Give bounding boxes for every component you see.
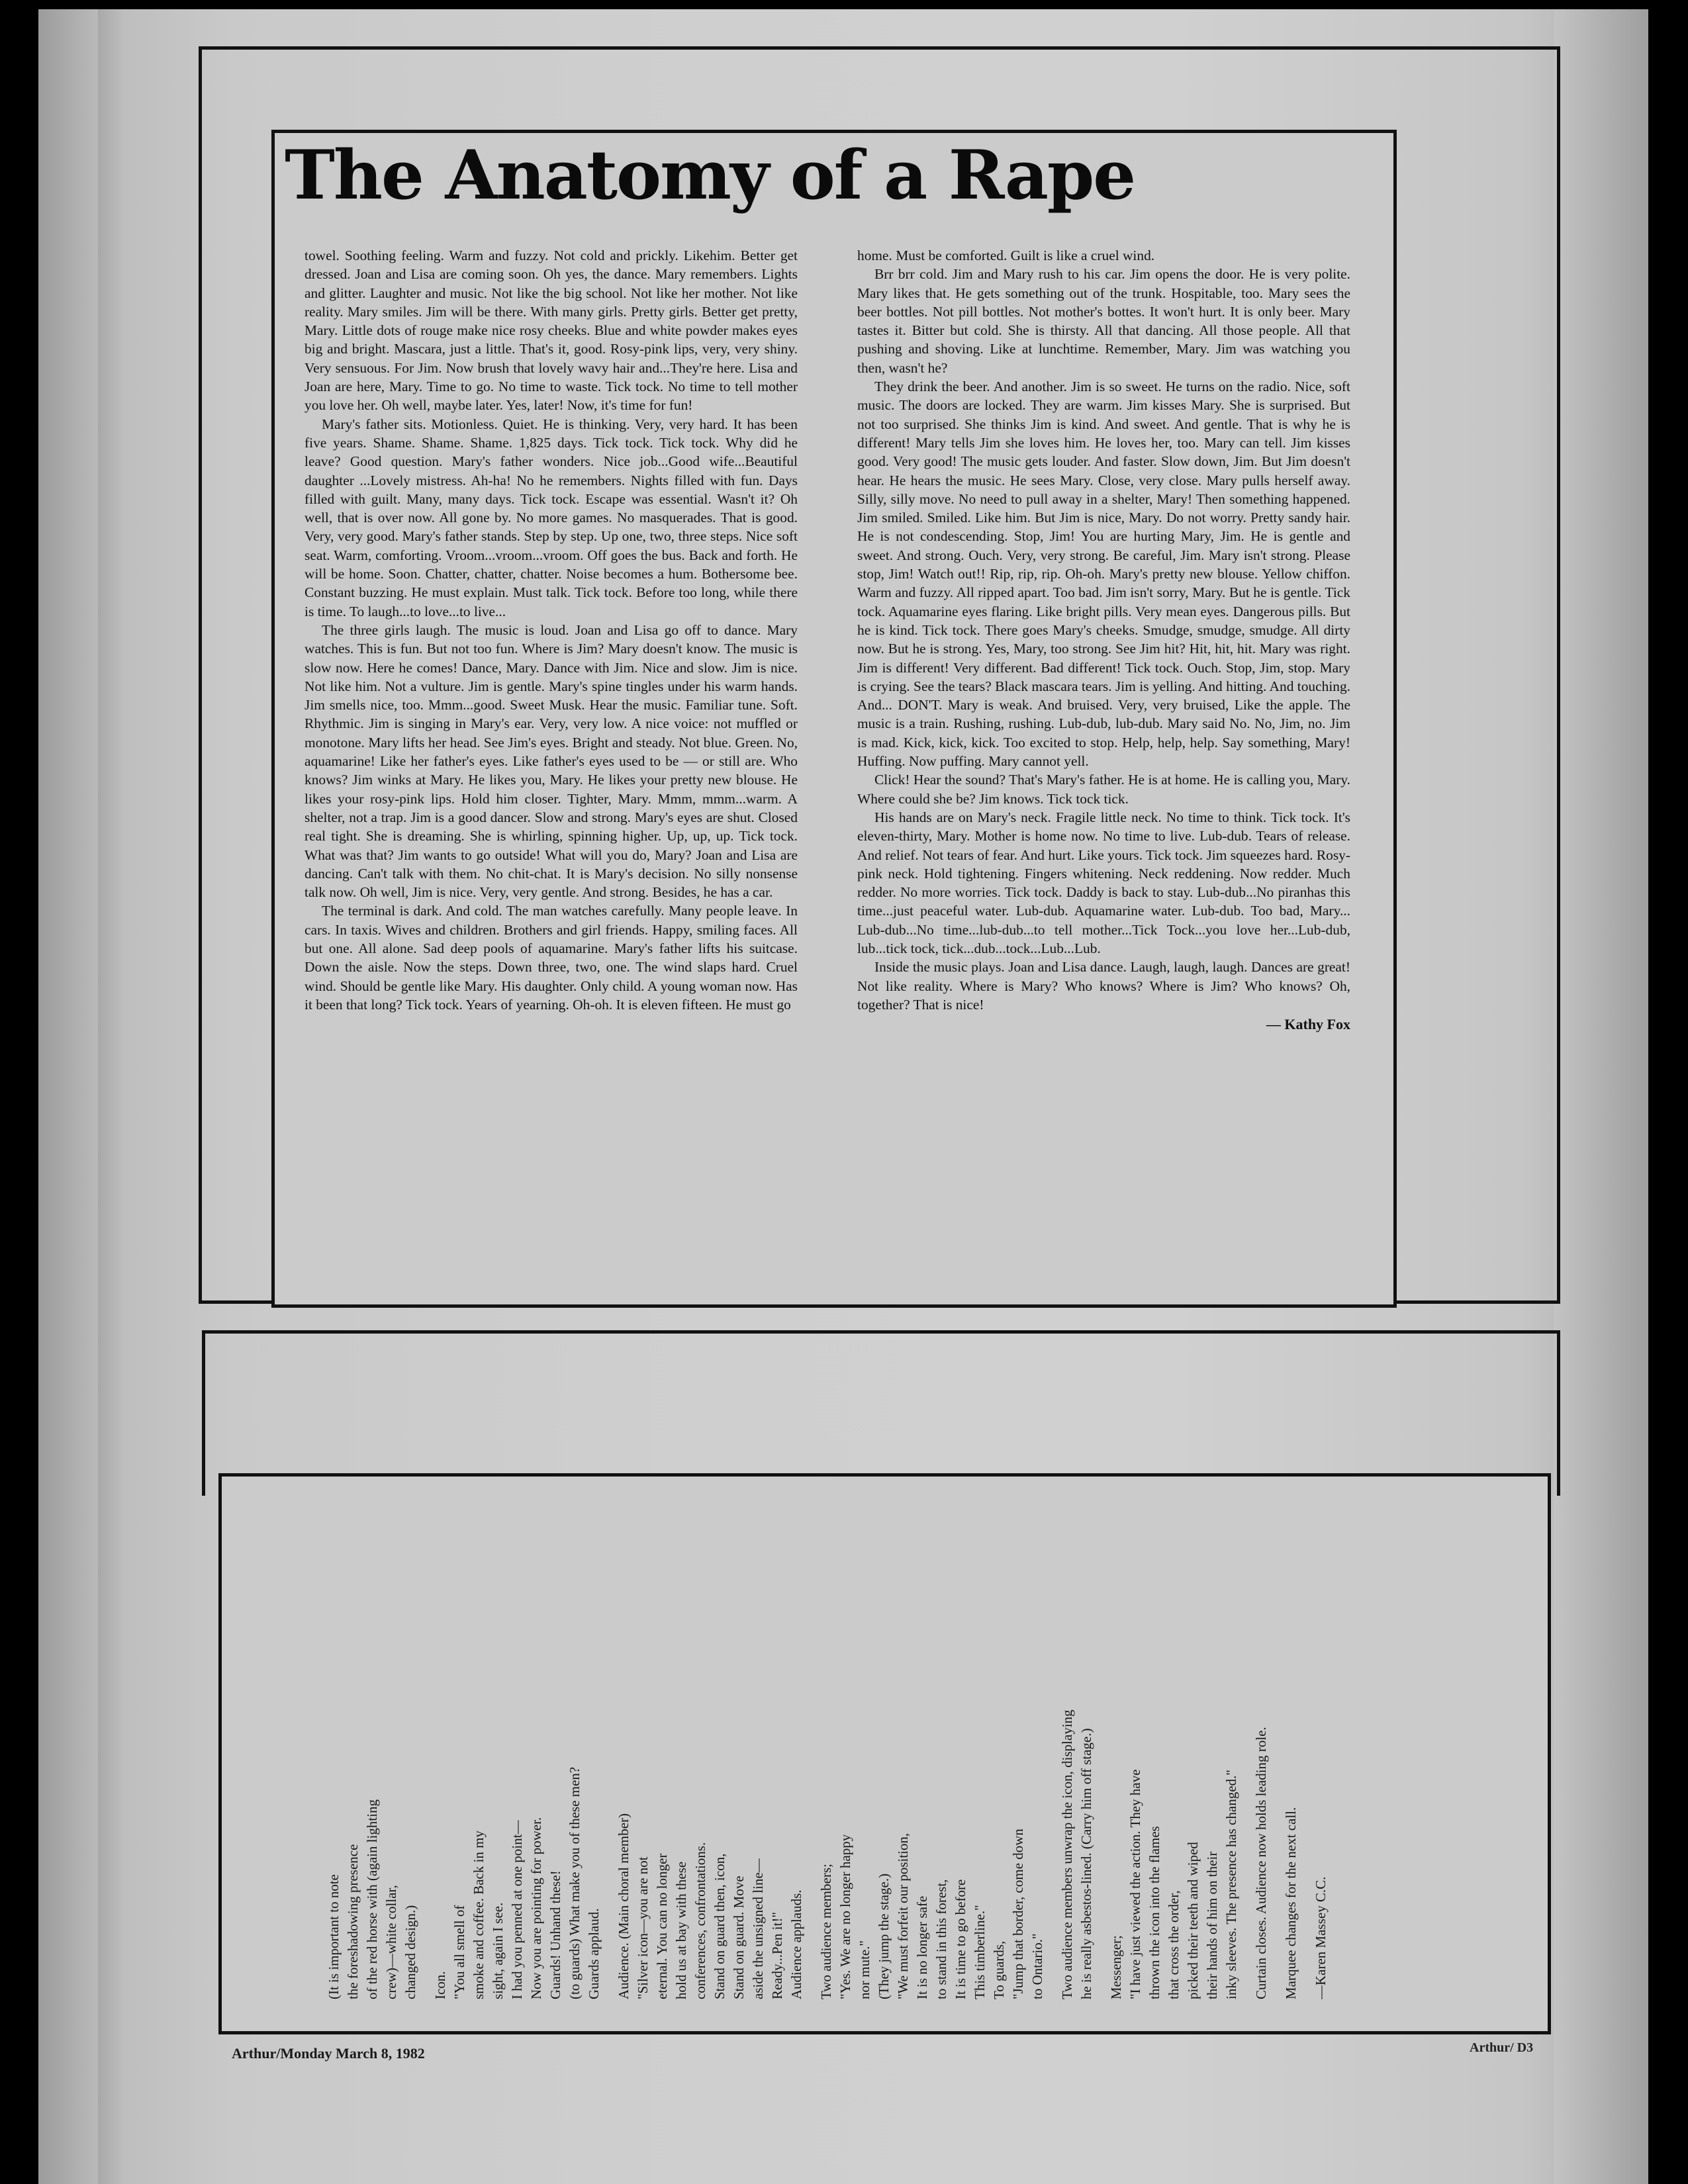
play-line: crew)—white collar, xyxy=(383,1885,399,1999)
play-stanza xyxy=(324,1496,420,1999)
play-line: to Ontario." xyxy=(1029,1933,1045,1999)
play-line: Curtain closes. Audience now holds leading role. xyxy=(1253,1727,1269,1999)
story-column-left xyxy=(305,246,798,1302)
play-line: "Yes. We are no longer happy xyxy=(837,1834,853,1999)
play-line: Messenger; xyxy=(1108,1935,1124,1999)
play-line: he is really asbestos-lined. (Carry him off stage.) xyxy=(1078,1728,1094,1999)
play-line: (They jump the stage.) xyxy=(876,1873,892,1999)
play-line: Stand on guard. Move xyxy=(731,1876,747,1999)
play-line: picked their teeth and wiped xyxy=(1185,1842,1201,1999)
play-line: Marquee changes for the next call. xyxy=(1283,1807,1299,1999)
play-stanza xyxy=(431,1496,604,1999)
play-line: Icon. xyxy=(432,1971,448,1999)
play-line: I had you penned at one point— xyxy=(509,1820,525,1999)
play-line: (to guards) What make you of these men? xyxy=(567,1766,583,1999)
play-stanza xyxy=(1107,1496,1241,1999)
play-stanza xyxy=(817,1496,1047,1999)
play-line: smoke and coffee. Back in my xyxy=(471,1830,487,1999)
play-line: aside the unsigned line— xyxy=(750,1858,766,1999)
play-line: that cross the order, xyxy=(1166,1890,1182,1999)
play-line: "You all smell of xyxy=(451,1905,467,1999)
play-line: the foreshadowing presence xyxy=(345,1844,361,1999)
play-line: inky sleeves. The presence has changed." xyxy=(1223,1770,1239,1999)
story-paragraph: The terminal is dark. And cold. The man watches carefully. Many people leave. In cars. In taxis. Wives and children. Brothers and girl friends. Happy, smiling faces. All but one. All alone. Sad deep pools of aquamarine. Mary's father lifts his suitcase. Down the aisle. Now the steps. Down three, two, one. The wind slaps hard. Cruel wind. Should be gentle like Mary. His daughter. Only child. A young woman now. Has it been that long? Tick tock. Years of yearning. Oh-oh. It is eleven fifteen. He must go xyxy=(305,903,798,1013)
play-stanza xyxy=(1311,1496,1331,1999)
story-paragraph: home. Must be comforted. Guilt is like a cruel wind. xyxy=(857,248,1155,263)
play-line: "We must forfeit our position, xyxy=(895,1833,911,1999)
play-line: Audience. (Main choral member) xyxy=(616,1813,632,1999)
story-paragraph: They drink the beer. And another. Jim is so sweet. He turns on the radio. Nice, soft music. The doors are locked. They are warm. Jim kisses Mary. She is surprised. But not too surprised. She thinks Jim is kind. And sweet. And gentle. That is why he is different! Mary tells Jim she loves him. He loves her, too. Mary can tell. Jim kisses good. Very good! The music gets louder. And faster. Slow down, Jim. But Jim doesn't hear. He hears the music. He sees Mary. Close, very close. Mary pulls herself away. Silly, silly move. No need to pull away in a shelter, Mary! Then something happened. Jim smiled. Smiled. Like him. But Jim is nice, Mary. Do not worry. Pretty sandy hair. He is not condescending. Stop, Jim! You are hurting Mary, Jim. He is gentle and sweet. And strong. Ouch. Very, very strong. Be careful, Jim. Mary isn't strong. Please stop, Jim! Watch out!! Rip, rip, rip. Oh-oh. Mary's pretty new blouse. Yellow chiffon. Warm and fuzzy. All ripped apart. Too bad. Jim isn't sorry, Mary. But he is gentle. Tick tock. Aquamarine eyes flaring. Like bright pills. Very mean eyes. Dangerous pills. But he is kind. Tick tock. There goes Mary's cheeks. Smudge, smudge, smudge. All dirty now. But he is strong. Yes, Mary, too strong. See Jim hit? Hit, hit, hit. Mary was right. Jim is different! Very different. Bad different! Tick tock. Ouch. Stop, Jim, stop. Mary is crying. See the tears? Black mascara tears. Jim is yelling. And hitting. And touching. And... DON'T. Mary is weak. And bruised. Very, very bruised, Like the apple. The music is a train. Rushing, rushing. Lub-dub, lub-dub. Mary said No. No, Jim, no. Jim is mad. Kick, kick, kick. Too excited to stop. Help, help, help. Say something, Mary! Huffing. Now puffing. Mary cannot yell. xyxy=(857,379,1350,770)
play-line: Audience applauds. xyxy=(788,1889,804,1999)
play-line: Ready...Pen it!" xyxy=(769,1911,785,1999)
play-line: This timberline." xyxy=(972,1905,988,1999)
play-line: sight, again I see. xyxy=(490,1902,506,1999)
play-line: To guards, xyxy=(991,1940,1007,1999)
play-line: Guards! Unhand these! xyxy=(547,1870,563,1999)
story-column-right xyxy=(857,246,1350,1302)
play-line: "Jump that border, come down xyxy=(1010,1829,1026,1999)
play-line: changed design.) xyxy=(402,1905,418,1999)
page-edge-shadow xyxy=(1554,9,1648,2184)
play-line: conferences, confrontations. xyxy=(692,1842,708,1999)
footer-date: Arthur/Monday March 8, 1982 xyxy=(232,2045,425,2062)
headline: The Anatomy of a Rape xyxy=(285,136,1135,215)
play-line: their hands of him on their xyxy=(1204,1851,1220,1999)
play-line: It is time to go before xyxy=(953,1879,968,1999)
story-paragraph: Mary's father sits. Motionless. Quiet. He is thinking. Very, very hard. It has been five years. Shame. Shame. Shame. 1,825 days. Tick tock. Tick tock. Why did he leave? Good question. Mary's father wonders. Nice job...Good wife...Beautiful daughter ...Lovely mistress. Ah-ha! No he remembers. Nights filled with fun. Days filled with guilt. Many, many days. Tick tock. Escape was essential. Wasn't it? Oh well, that is over now. All gone by. No more games. No masquerades. That is good. Very, very good. Mary's father stands. Step by step. Up one, two, three steps. Nice soft seat. Warm, comforting. Vroom...vroom...vroom. Off goes the bus. Back and forth. He will be home. Soon. Chatter, chatter, chatter. Noise becomes a hum. Bothersome bee. Constant buzzing. He must explain. Must talk. Tick tock. Before too long, while there is time. To laugh...to love...to live... xyxy=(305,416,798,619)
story-paragraph: The three girls laugh. The music is loud. Joan and Lisa go off to dance. Mary watches. This is fun. But not too fun. Where is Jim? Mary doesn't know. The music is slow now. Here he comes! Dance, Mary. Dance with Jim. Nice and slow. Jim is nice. Not like him. Not a vulture. Jim is gentle. Mary's spine tingles under his warm hands. Jim smells nice, too. Mmm...good. Sweet Musk. Hear the music. Familiar tune. Soft. Rhythmic. Jim is singing in Mary's ear. Very, very low. A nice voice: not muffled or monotone. Mary lifts her head. See Jim's eyes. Bright and steady. Not blue. Green. No, aquamarine! Like her father's eyes. Like father's eyes used to be — or still are. Who knows? Jim winks at Mary. He likes you, Mary. He likes your pretty new blouse. He likes your rosy-pink lips. Hold him closer. Tighter, Mary. Mmm, mmm...warm. A shelter, not a trap. Jim is a good dancer. Slow and strong. Mary's eyes are shut. Closed real tight. She is dreaming. She is whirling, spinning higher. Up, up, up. Tick tock. What was that? Jim wants to go outside! What will you do, Mary? Joan and Lisa are dancing. Can't talk with them. No chit-chat. It is Mary's decision. No silly nonsense talk now. Oh well, Jim is nice. Very, very gentle. And strong. Besides, he has a car. xyxy=(305,621,798,901)
story-paragraph: Brr brr cold. Jim and Mary rush to his car. Jim opens the door. He is very polite. Mary likes that. He gets something out of the trunk. Hospitable, too. Mary sees the beer bottles. Not pill bottles. Not mother's bottes. It won't hurt. It is only beer. Mary tastes it. Bitter but cold. She is thirsty. All that dancing. All those people. All that pushing and shoving. Like at lunchtime. Remember, Mary. Jim was watching you then, wasn't he? xyxy=(857,266,1350,376)
play-line: of the red horse with (again lighting xyxy=(364,1799,380,1999)
play-stanza xyxy=(614,1496,806,1999)
play-line: —Karen Massey C.C. xyxy=(1313,1876,1329,1999)
play-text-rotated xyxy=(324,1496,1423,1999)
play-stanza xyxy=(1252,1496,1271,1999)
byline: — Kathy Fox xyxy=(1266,1016,1350,1033)
play-line: Now you are pointing for power. xyxy=(528,1817,544,1999)
play-line: thrown the icon into the flames xyxy=(1147,1826,1162,1999)
play-line: Two audience members unwrap the icon, displaying xyxy=(1059,1709,1075,1999)
story-paragraph: Inside the music plays. Joan and Lisa dance. Laugh, laugh, laugh. Dances are great! Not like reality. Where is Mary? Who knows? Where is Jim? Who knows? Oh, together? That is nice! xyxy=(857,959,1350,1013)
play-line: "Silver icon—you are not xyxy=(635,1856,651,1999)
play-line: eternal. You can no longer xyxy=(654,1853,670,1999)
play-line: (It is important to note xyxy=(326,1874,342,1999)
story-paragraph: towel. Soothing feeling. Warm and fuzzy. Not cold and prickly. Likehim. Better get dressed. Joan and Lisa are coming soon. Oh yes, the dance. Mary remembers. Lights and glitter. Laughter and music. Not like the big school. Not like her mother. Not like reality. Mary smiles. Jim will be there. With many girls. Pretty girls. Better get pretty, Mary. Little dots of rouge make nice rosy cheeks. Blue and white powder makes eyes big and bright. Mascara, just a little. That's it, good. Rosy-pink lips, very, very shiny. Very sensuous. For Jim. Now brush that lovely wavy hair and...They're here. Lisa and Joan are here, Mary. Time to go. No time to waste. Tick tock. No time to tell mother you love her. Oh well, maybe later. Yes, later! Now, it's time for fun! xyxy=(305,248,798,414)
middle-border-frame xyxy=(202,1330,1560,1496)
play-line: Stand on guard then, icon, xyxy=(712,1853,727,1999)
play-line: "I have just viewed the action. They have xyxy=(1127,1769,1143,1999)
story-paragraph: His hands are on Mary's neck. Fragile little neck. No time to think. Tick tock. It's eleven-thirty, Mary. Mother is home now. No time to live. Lub-dub. Tears of release. And relief. Not tears of fear. And hurt. Like yours. Tick tock. Jim squeezes hard. Rosy-pink neck. Hold tightening. Fingers whitening. Neck reddening. Now redder. Much redder. No more worries. Tick tock. Daddy is back to stay. Lub-dub...No piranhas this time...just peaceful water. Lub-dub. Aquamarine water. Lub-dub. Too bad, Mary... Lub-dub...No time...lub-dub...to tell mother...Tick Tock...you love her...Lub-dub, lub...tick tock, tick...dub...tock...Lub...Lub. xyxy=(857,809,1350,956)
footer-page-number: Arthur/ D3 xyxy=(1470,2040,1534,2055)
play-stanza xyxy=(1282,1496,1301,1999)
story-paragraph: Click! Hear the sound? That's Mary's father. He is at home. He is calling you, Mary. Where could she be? Jim knows. Tick tock tick. xyxy=(857,772,1350,807)
play-line: Guards applaud. xyxy=(586,1908,602,1999)
play-line: hold us at bay with these xyxy=(673,1861,689,1999)
page-fold-shadow xyxy=(98,9,124,2184)
play-stanza xyxy=(1058,1496,1096,1999)
play-line: Two audience members; xyxy=(818,1864,834,1999)
play-line: It is no longer safe xyxy=(914,1895,930,1999)
play-line: to stand in this forest, xyxy=(933,1879,949,1999)
play-line: nor mute." xyxy=(857,1940,872,1999)
